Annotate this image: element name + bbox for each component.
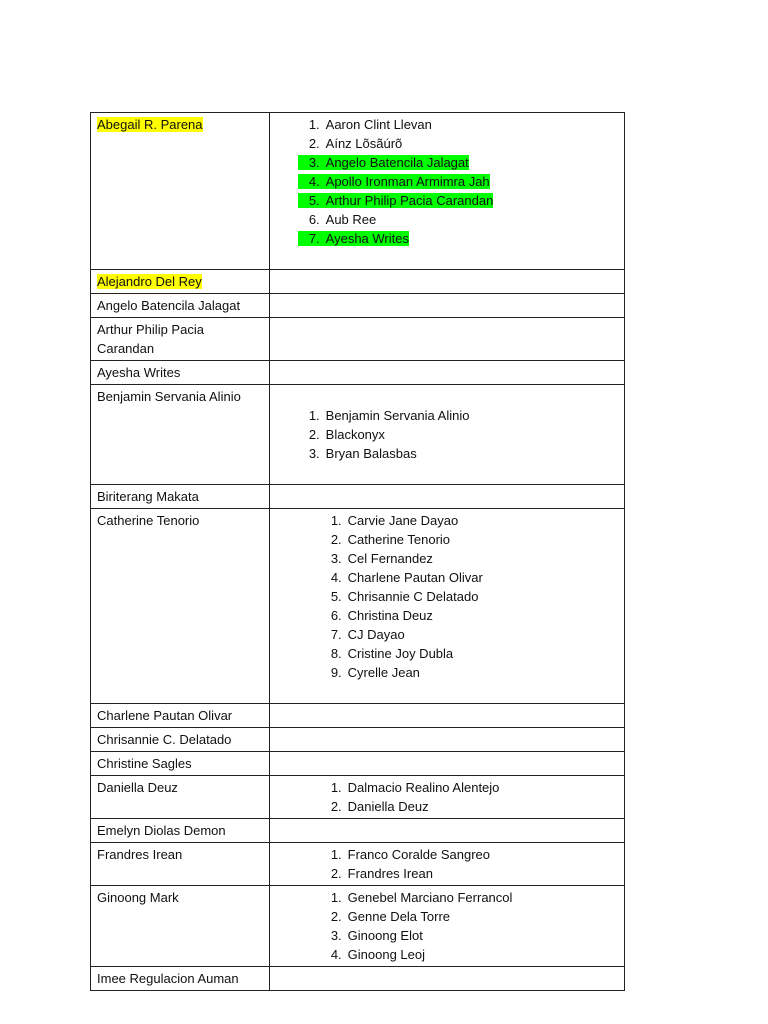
list-cell (269, 485, 624, 509)
table-row (91, 294, 625, 318)
list-item-content (320, 780, 500, 795)
numbered-list (276, 511, 618, 701)
list-item-text: Genne Dela Torre (347, 909, 451, 924)
list-cell (269, 113, 624, 270)
list-item-number: 3. (308, 155, 320, 170)
list-item (298, 191, 618, 210)
table-row (91, 776, 625, 819)
name-cell (91, 270, 270, 294)
list-item-text: Apollo Ironman Armimra Jah (325, 174, 490, 189)
list-item (320, 663, 618, 682)
list-item-content (298, 155, 469, 170)
list-item-number: 3. (330, 928, 342, 943)
numbered-list (276, 115, 618, 267)
list-item-text: Carvie Jane Dayao (347, 513, 459, 528)
list-cell (269, 843, 624, 886)
list-item-text: Genebel Marciano Ferrancol (347, 890, 513, 905)
table-row (91, 704, 625, 728)
list-item-number: 1. (330, 890, 342, 905)
name-cell (91, 843, 270, 886)
list-cell (269, 294, 624, 318)
list-item-number: 1. (330, 513, 342, 528)
list-item-number: 4. (308, 174, 320, 189)
list-item-text: Aub Ree (325, 212, 377, 227)
name-cell (91, 294, 270, 318)
list-item-number: 1. (330, 780, 342, 795)
name-text: Chrisannie C. Delatado (97, 732, 232, 747)
numbered-list (276, 888, 618, 964)
list-item (298, 229, 618, 248)
list-item-text: Ginoong Elot (347, 928, 423, 943)
list-item-number: 2. (330, 866, 342, 881)
name-cell (91, 704, 270, 728)
table-row (91, 819, 625, 843)
list-item-number: 1. (308, 117, 320, 132)
list-item-number: 7. (330, 627, 342, 642)
list-cell (269, 776, 624, 819)
list-item (320, 511, 618, 530)
list-item-text: Franco Coralde Sangreo (347, 847, 491, 862)
name-cell (91, 385, 270, 485)
table-row (91, 113, 625, 270)
list-item-content (320, 799, 429, 814)
list-item-content (320, 646, 454, 661)
list-cell (269, 967, 624, 991)
numbered-list (276, 778, 618, 816)
list-item (298, 406, 618, 425)
table-row (91, 843, 625, 886)
name-cell (91, 819, 270, 843)
list-item-number: 1. (330, 847, 342, 862)
list-item-number: 4. (330, 570, 342, 585)
numbered-list (276, 845, 618, 883)
name-cell (91, 728, 270, 752)
list-item (320, 845, 618, 864)
name-cell (91, 776, 270, 819)
list-item (320, 926, 618, 945)
list-item-number: 6. (308, 212, 320, 227)
name-cell (91, 752, 270, 776)
list-item-text: Ayesha Writes (325, 231, 409, 246)
list-cell (269, 752, 624, 776)
list-item-text: Charlene Pautan Olivar (347, 570, 483, 585)
list-item-content (298, 427, 385, 442)
name-text: Charlene Pautan Olivar (97, 708, 233, 723)
list-item (320, 530, 618, 549)
list-item-text: Dalmacio Realino Alentejo (347, 780, 500, 795)
list-item-content (320, 909, 450, 924)
table-row (91, 361, 625, 385)
list-item-number: 2. (308, 136, 320, 151)
list-item-number: 2. (330, 909, 342, 924)
name-text: Benjamin Servania Alinio (97, 389, 241, 404)
list-item-text: Arthur Philip Pacia Carandan (325, 193, 494, 208)
name-text: Daniella Deuz (97, 780, 178, 795)
list-item-text: Aaron Clint Llevan (325, 117, 432, 132)
list-item (320, 888, 618, 907)
list-item-text: Christina Deuz (347, 608, 433, 623)
list-item-content (320, 866, 433, 881)
list-cell (269, 361, 624, 385)
list-item-text: Angelo Batencila Jalagat (325, 155, 469, 170)
list-item-number: 9. (330, 665, 342, 680)
list-item (320, 568, 618, 587)
list-item (298, 425, 618, 444)
list-item-content (298, 408, 470, 423)
list-item-content (298, 446, 417, 461)
list-item-text: Cel Fernandez (347, 551, 433, 566)
list-item (320, 606, 618, 625)
list-item (320, 587, 618, 606)
list-item (298, 172, 618, 191)
names-table (90, 112, 625, 991)
name-text: Imee Regulacion Auman (97, 971, 239, 986)
list-item-text: Cristine Joy Dubla (347, 646, 454, 661)
list-cell (269, 385, 624, 485)
list-cell (269, 318, 624, 361)
list-item-number: 2. (330, 799, 342, 814)
list-item-text: Chrisannie C Delatado (347, 589, 479, 604)
name-text: Frandres Irean (97, 847, 183, 862)
list-item-number: 2. (308, 427, 320, 442)
list-item-number: 3. (330, 551, 342, 566)
list-item-number: 2. (330, 532, 342, 547)
list-item-content (320, 532, 450, 547)
list-item-text: Ginoong Leoj (347, 947, 425, 962)
list-item (320, 549, 618, 568)
list-item-number: 4. (330, 947, 342, 962)
list-item-number: 7. (308, 231, 320, 246)
table-row (91, 752, 625, 776)
name-cell (91, 318, 270, 361)
list-item-text: Benjamin Servania Alinio (325, 408, 470, 423)
list-item (320, 945, 618, 964)
name-text: Catherine Tenorio (97, 513, 200, 528)
name-text: Arthur Philip Pacia Carandan (97, 322, 204, 356)
list-item-number: 1. (308, 408, 320, 423)
list-item-content (298, 174, 490, 189)
list-item-content (320, 890, 513, 905)
list-item-text: Blackonyx (325, 427, 385, 442)
list-item (298, 444, 618, 463)
table-row (91, 728, 625, 752)
list-item-text: Bryan Balasbas (325, 446, 417, 461)
list-item-number: 5. (330, 589, 342, 604)
table-row (91, 385, 625, 485)
list-item-content (320, 947, 425, 962)
list-item (320, 625, 618, 644)
name-text: Ayesha Writes (97, 365, 181, 380)
table-row (91, 485, 625, 509)
name-text: Emelyn Diolas Demon (97, 823, 226, 838)
list-item-content (320, 928, 423, 943)
list-item-number: 6. (330, 608, 342, 623)
list-item-content (320, 608, 433, 623)
table-row (91, 318, 625, 361)
list-item (298, 210, 618, 229)
list-item-text: CJ Dayao (347, 627, 405, 642)
list-item-content (298, 231, 409, 246)
list-item-content (298, 193, 494, 208)
name-text: Alejandro Del Rey (97, 274, 202, 289)
list-cell (269, 509, 624, 704)
list-item-content (320, 665, 420, 680)
list-item-content (320, 847, 490, 862)
table-row (91, 509, 625, 704)
list-item-content (320, 627, 405, 642)
list-cell (269, 886, 624, 967)
list-item (320, 644, 618, 663)
names-table-body (91, 113, 625, 991)
list-item (298, 134, 618, 153)
list-item-text: Frandres Irean (347, 866, 433, 881)
numbered-list (276, 387, 618, 482)
name-cell (91, 361, 270, 385)
list-cell (269, 728, 624, 752)
name-cell (91, 967, 270, 991)
table-row (91, 967, 625, 991)
list-item (320, 864, 618, 883)
list-item-content (320, 589, 479, 604)
list-item-content (320, 570, 483, 585)
list-item-content (298, 136, 403, 151)
list-item-content (320, 513, 459, 528)
list-item-content (298, 212, 377, 227)
list-cell (269, 704, 624, 728)
name-text: Abegail R. Parena (97, 117, 203, 132)
table-row (91, 886, 625, 967)
list-item (320, 778, 618, 797)
list-cell (269, 819, 624, 843)
list-item-number: 5. (308, 193, 320, 208)
name-text: Angelo Batencila Jalagat (97, 298, 241, 313)
list-item (298, 115, 618, 134)
list-item-number: 3. (308, 446, 320, 461)
list-item-text: Cyrelle Jean (347, 665, 420, 680)
list-item (320, 797, 618, 816)
name-text: Biriterang Makata (97, 489, 199, 504)
list-item-content (298, 117, 432, 132)
name-cell (91, 113, 270, 270)
list-item (298, 153, 618, 172)
list-item-text: Daniella Deuz (347, 799, 429, 814)
name-cell (91, 485, 270, 509)
list-cell (269, 270, 624, 294)
name-text: Christine Sagles (97, 756, 192, 771)
name-cell (91, 886, 270, 967)
list-item-text: Catherine Tenorio (347, 532, 451, 547)
list-item-content (320, 551, 433, 566)
name-text: Ginoong Mark (97, 890, 179, 905)
list-item-text: Aínz Lõsãúrõ (325, 136, 403, 151)
table-row (91, 270, 625, 294)
list-item (320, 907, 618, 926)
list-item-number: 8. (330, 646, 342, 661)
name-cell (91, 509, 270, 704)
